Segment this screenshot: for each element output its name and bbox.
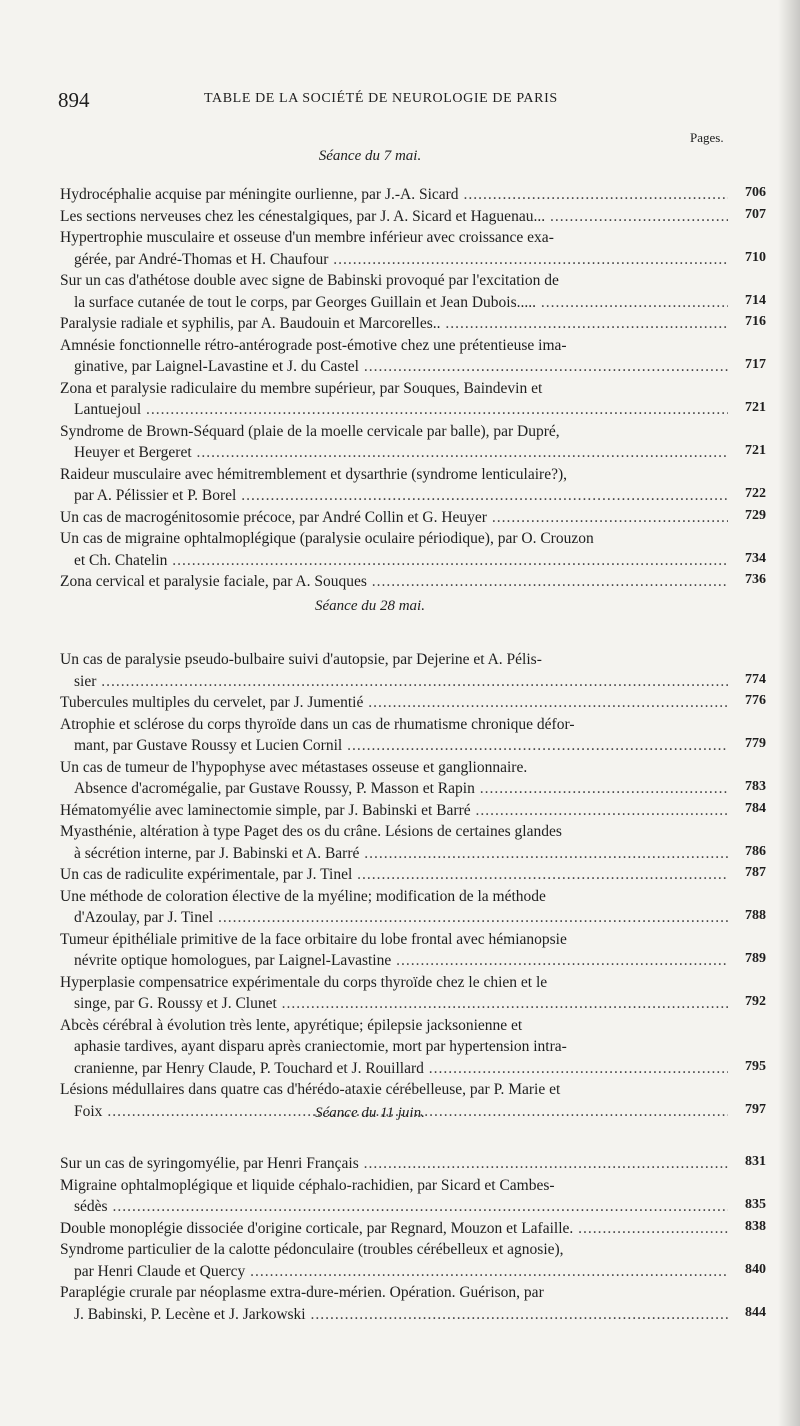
- toc-entry-page-number: 714: [745, 292, 766, 308]
- toc-entry: [60, 313, 766, 335]
- toc-entry-line: [60, 972, 728, 994]
- toc-entry-page-number: 774: [745, 671, 766, 687]
- toc-entry-line: [60, 757, 728, 779]
- toc-entry-text: Syndrome particulier de la calotte pédonculaire (troubles cérébelleux et agnosie),: [60, 1241, 564, 1258]
- toc-entry-line: [60, 1036, 728, 1058]
- toc-entry-text: Double monoplégie dissociée d'origine corticale, par Regnard, Mouzon et Lafaille.: [60, 1219, 574, 1237]
- running-title: TABLE DE LA SOCIÉTÉ DE NEUROLOGIE DE PARIS: [204, 91, 558, 106]
- toc-entry-text: Abcès cérébral à évolution très lente, apyrétique; épilepsie jacksonienne et: [60, 1016, 523, 1034]
- toc-entry: [60, 714, 766, 757]
- toc-entry-page-number: 722: [745, 486, 766, 501]
- toc-entry-line: [60, 464, 728, 486]
- toc-entry-line: [60, 571, 728, 593]
- toc-entry: [60, 184, 766, 206]
- session-title-28-mai: Séance du 28 mai.: [315, 598, 425, 614]
- toc-entry-text: névrite optique homologues, par Laignel-Lavastine: [74, 952, 392, 969]
- toc-entry-line: [60, 335, 728, 357]
- toc-entry-line: [60, 1261, 728, 1283]
- toc-entry: [60, 929, 766, 972]
- toc-entry: [60, 571, 766, 593]
- toc-entry-text: Un cas de migraine ophtalmoplégique (paralysie oculaire périodique), par O. Crouzon: [60, 530, 594, 547]
- toc-entry-line: [60, 993, 728, 1015]
- toc-entry-page-number: 710: [745, 249, 766, 265]
- toc-entry-text: Hématomyélie avec laminectomie simple, par J. Babinski et Barré: [60, 801, 471, 819]
- toc-entry-page-number: 783: [745, 779, 766, 794]
- toc-entry-line: [60, 778, 728, 800]
- toc-entry-line: [60, 442, 728, 464]
- toc-entry-line: [60, 1282, 728, 1304]
- toc-entry-line: [60, 714, 728, 736]
- toc-entry: [60, 692, 766, 714]
- toc-entry-text: Hyperplasie compensatrice expérimentale du corps thyroïde chez le chien et le: [60, 973, 548, 991]
- toc-entry-text: Un cas de paralysie pseudo-bulbaire suivi d'autopsie, par Dejerine et A. Pélis-: [60, 651, 542, 668]
- toc-entry-page-number: 716: [745, 314, 766, 329]
- toc-entry-text: Tumeur épithéliale primitive de la face orbitaire du lobe frontal avec hémianopsie: [60, 930, 567, 948]
- toc-entry-line: [60, 550, 728, 572]
- toc-entry-line: [60, 485, 728, 507]
- toc-entry-page-number: 776: [745, 693, 766, 708]
- toc-entry-text: aphasie tardives, ayant disparu après craniectomie, mort par hypertension intra-: [74, 1038, 567, 1055]
- toc-entry-text: mant, par Gustave Roussy et Lucien Cornil: [74, 737, 343, 754]
- toc-entry-text: à sécrétion interne, par J. Babinski et A. Barré: [74, 844, 360, 862]
- toc-entry-text: par A. Pélissier et P. Borel: [74, 487, 237, 504]
- toc-entry-line: [60, 800, 728, 822]
- toc-entry-page-number: 831: [745, 1154, 766, 1169]
- toc-entry-page-number: 717: [745, 357, 766, 372]
- toc-entry-page-number: 721: [745, 443, 766, 458]
- toc-entry-text: Un cas de tumeur de l'hypophyse avec métastases osseuse et ganglionnaire.: [60, 758, 528, 776]
- toc-entry-text: Sur un cas de syringomyélie, par Henri Français: [60, 1155, 359, 1172]
- toc-entry-page-number: 838: [745, 1218, 766, 1234]
- toc-entry-text: ginative, par Laignel-Lavastine et J. du Castel: [74, 358, 359, 375]
- toc-entry-text: Les sections nerveuses chez les cénestalgiques, par J. A. Sicard et Haguenau...: [60, 207, 546, 225]
- toc-entry: [60, 1218, 766, 1240]
- toc-entry-page-number: 792: [745, 994, 766, 1009]
- toc-entry-page-number: 736: [745, 572, 766, 587]
- toc-entry: [60, 649, 766, 692]
- toc-entry: [60, 1239, 766, 1282]
- toc-entry-text: Hydrocéphalie acquise par méningite ourlienne, par J.-A. Sicard: [60, 186, 459, 203]
- toc-entry-text: Amnésie fonctionnelle rétro-antérograde post-émotive chez une prétentieuse ima-: [60, 336, 567, 354]
- toc-entry-line: [60, 184, 728, 206]
- toc-entry-text: Heuyer et Bergeret: [74, 444, 192, 461]
- toc-entry-text: Un cas de macrogénitosomie précoce, par André Collin et G. Heuyer: [60, 508, 487, 526]
- toc-entry-line: [60, 692, 728, 714]
- toc-entry-line: [60, 1079, 728, 1101]
- session-title-11-juin: Séance du 11 juin.: [315, 1105, 425, 1121]
- toc-entry: [60, 507, 766, 529]
- toc-entry-line: [60, 270, 728, 292]
- toc-entry-text: Lantuejoul: [74, 401, 142, 418]
- toc-entry: [60, 464, 766, 507]
- toc-entry-text: Myasthénie, altération à type Paget des os du crâne. Lésions de certaines glandes: [60, 823, 562, 840]
- toc-entry-line: [60, 950, 728, 972]
- toc-entry-text: la surface cutanée de tout le corps, par Georges Guillain et Jean Dubois.....: [74, 293, 536, 311]
- toc-entry: [60, 528, 766, 571]
- page-number: 894: [58, 88, 90, 112]
- toc-entry-text: singe, par G. Roussy et J. Clunet: [74, 995, 277, 1012]
- session-7-mai-entries: [60, 184, 766, 593]
- toc-entry-text: Sur un cas d'athétose double avec signe de Babinski provoqué par l'excitation de: [60, 272, 559, 289]
- toc-entry-page-number: 787: [745, 865, 766, 880]
- toc-entry-text: Paralysie radiale et syphilis, par A. Baudouin et Marcorelles..: [60, 315, 441, 332]
- toc-entry-line: [60, 421, 728, 443]
- toc-entry: [60, 757, 766, 800]
- toc-entry-line: [60, 1153, 728, 1175]
- toc-entry-page-number: 835: [745, 1197, 766, 1212]
- toc-entry-text: sédès: [74, 1198, 108, 1215]
- toc-entry: [60, 886, 766, 929]
- toc-entry: [60, 270, 766, 313]
- toc-entry: [60, 972, 766, 1015]
- toc-entry-page-number: 789: [745, 951, 766, 966]
- toc-entry-text: gérée, par André-Thomas et H. Chaufour: [74, 250, 329, 268]
- toc-entry-text: Absence d'acromégalie, par Gustave Roussy, P. Masson et Rapin: [74, 780, 475, 797]
- toc-entry-line: [60, 843, 728, 865]
- toc-entry-line: [60, 528, 728, 550]
- toc-entry-page-number: 706: [745, 185, 766, 200]
- session-28-mai-entries: [60, 649, 766, 1122]
- toc-entry-text: Raideur musculaire avec hémitremblement et dysarthrie (syndrome lenticulaire?),: [60, 465, 567, 483]
- toc-entry-text: J. Babinski, P. Lecène et J. Jarkowski: [74, 1305, 306, 1323]
- toc-entry-line: [60, 356, 728, 378]
- toc-entry: [60, 335, 766, 378]
- toc-entry-line: [60, 886, 728, 908]
- toc-entry-line: [60, 507, 728, 529]
- toc-entry: [60, 800, 766, 822]
- toc-entry: [60, 227, 766, 270]
- toc-entry-page-number: 779: [745, 736, 766, 751]
- toc-entry-text: Atrophie et sclérose du corps thyroïde dans un cas de rhumatisme chronique défor-: [60, 715, 575, 733]
- toc-entry-text: cranienne, par Henry Claude, P. Touchard et J. Rouillard: [74, 1059, 424, 1077]
- toc-entry-line: [60, 1304, 728, 1326]
- toc-entry: [60, 421, 766, 464]
- toc-entry-text: Zona et paralysie radiculaire du membre supérieur, par Souques, Baindevin et: [60, 379, 543, 397]
- toc-entry-line: [60, 1015, 728, 1037]
- toc-entry-line: [60, 1239, 728, 1261]
- toc-entry-text: Zona cervical et paralysie faciale, par A. Souques: [60, 573, 367, 590]
- toc-entry-line: [60, 649, 728, 671]
- toc-entry-line: [60, 378, 728, 400]
- toc-entry: [60, 864, 766, 886]
- toc-entry-text: Tubercules multiples du cervelet, par J. Jumentié: [60, 694, 364, 711]
- toc-entry-line: [60, 735, 728, 757]
- toc-entry-text: Hypertrophie musculaire et osseuse d'un membre inférieur avec croissance exa-: [60, 229, 554, 246]
- pages-column-label: Pages.: [690, 130, 724, 145]
- toc-entry-line: [60, 206, 728, 228]
- toc-entry-page-number: 795: [745, 1058, 766, 1074]
- toc-entry-page-number: 721: [745, 400, 766, 415]
- toc-entry-line: [60, 1175, 728, 1197]
- toc-entry-text: et Ch. Chatelin: [74, 551, 168, 569]
- session-11-juin-entries: [60, 1153, 766, 1325]
- toc-entry-text: d'Azoulay, par J. Tinel: [74, 909, 214, 926]
- toc-entry-page-number: 844: [745, 1304, 766, 1320]
- toc-entry-line: [60, 671, 728, 693]
- toc-entry-line: [60, 313, 728, 335]
- toc-entry-line: [60, 292, 728, 314]
- toc-entry-line: [60, 864, 728, 886]
- toc-entry-page-number: 729: [745, 507, 766, 523]
- toc-entry-page-number: 784: [745, 800, 766, 816]
- toc-entry-page-number: 788: [745, 908, 766, 923]
- toc-entry-line: [60, 399, 728, 421]
- toc-entry-line: [60, 1058, 728, 1080]
- toc-entry: [60, 378, 766, 421]
- toc-entry: [60, 821, 766, 864]
- toc-entry-line: [60, 1196, 728, 1218]
- toc-entry-page-number: 840: [745, 1261, 766, 1277]
- toc-entry: [60, 1175, 766, 1218]
- page-edge-shadow: [778, 0, 800, 1426]
- toc-entry-text: Foix: [74, 1102, 103, 1120]
- toc-entry-line: [60, 249, 728, 271]
- toc-entry: [60, 1153, 766, 1175]
- toc-entry-page-number: 707: [745, 206, 766, 222]
- toc-entry-line: [60, 907, 728, 929]
- toc-entry-text: Syndrome de Brown-Séquard (plaie de la moelle cervicale par balle), par Dupré,: [60, 422, 560, 440]
- toc-entry-text: Paraplégie crurale par néoplasme extra-dure-mérien. Opération. Guérison, par: [60, 1284, 544, 1301]
- toc-entry-line: [60, 227, 728, 249]
- toc-entry-line: [60, 929, 728, 951]
- toc-entry-line: [60, 821, 728, 843]
- toc-entry-page-number: 797: [745, 1101, 766, 1117]
- toc-entry-page-number: 786: [745, 843, 766, 859]
- toc-entry-text: Lésions médullaires dans quatre cas d'hérédo-ataxie cérébelleuse, par P. Marie et: [60, 1081, 561, 1098]
- toc-entry-text: sier: [74, 672, 97, 690]
- toc-entry-text: Un cas de radiculite expérimentale, par J. Tinel: [60, 866, 353, 883]
- toc-entry-page-number: 734: [745, 550, 766, 566]
- toc-entry-text: Une méthode de coloration élective de la myéline; modification de la méthode: [60, 887, 546, 905]
- toc-entry: [60, 206, 766, 228]
- toc-entry-line: [60, 1218, 728, 1240]
- toc-entry: [60, 1015, 766, 1080]
- toc-entry: [60, 1282, 766, 1325]
- session-title-7-mai: Séance du 7 mai.: [318, 148, 422, 164]
- toc-entry-text: par Henri Claude et Quercy: [74, 1262, 246, 1280]
- toc-entry-text: Migraine ophtalmoplégique et liquide céphalo-rachidien, par Sicard et Cambes-: [60, 1176, 555, 1194]
